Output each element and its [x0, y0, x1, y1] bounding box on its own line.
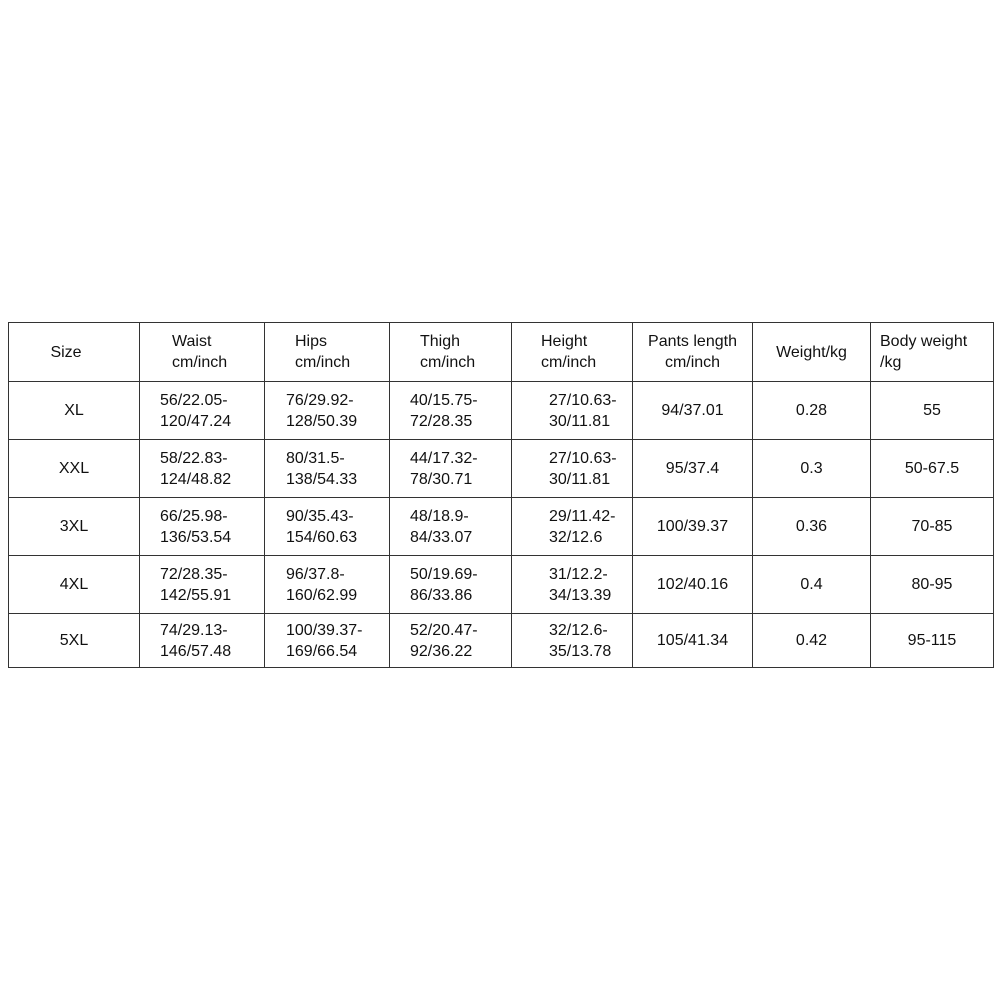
cell-text-line: 100/39.37-: [286, 621, 363, 639]
cell-text-line: 124/48.82: [160, 470, 232, 488]
cell-text-line: 84/33.07: [410, 528, 473, 546]
header-text-line: Weight/kg: [776, 343, 847, 361]
size-cell: [9, 440, 140, 498]
pants-length-cell: [633, 556, 753, 614]
size-cell: [9, 382, 140, 440]
cell-text-line: 72/28.35: [410, 412, 473, 430]
cell-text-line: 0.3: [800, 460, 823, 477]
cell-text-line: 102/40.16: [656, 576, 729, 593]
size-chart-table: [8, 322, 994, 668]
cell-text-line: 90/35.43-: [286, 507, 354, 525]
cell-text-line: 136/53.54: [160, 528, 232, 546]
table-row: [9, 614, 994, 668]
thigh-cell: [390, 440, 512, 498]
hips-cell: [265, 498, 390, 556]
hips-cell: [265, 556, 390, 614]
cell-text-line: 27/10.63-: [549, 449, 617, 467]
waist-cell: [140, 440, 265, 498]
cell-text-line: 50-67.5: [904, 460, 960, 477]
pants-length-cell: [633, 614, 753, 668]
cell-text-line: 95-115: [907, 632, 957, 649]
pants-length-cell: [633, 498, 753, 556]
body-weight-cell: [871, 382, 994, 440]
table-row: [9, 382, 994, 440]
cell-text-line: 29/11.42-: [549, 507, 616, 525]
thigh-cell: [390, 556, 512, 614]
cell-text-line: 120/47.24: [160, 412, 232, 430]
cell-text-line: 50/19.69-: [410, 565, 478, 583]
cell-text-line: 105/41.34: [656, 632, 729, 649]
cell-text-line: 95/37.4: [665, 460, 720, 477]
header-pants-length: [633, 323, 753, 382]
cell-text-line: 5XL: [59, 632, 89, 649]
header-thigh: [390, 323, 512, 382]
table-header: [9, 323, 994, 382]
size-cell: [9, 556, 140, 614]
cell-text-line: 35/13.78: [549, 642, 612, 660]
weight-cell: [753, 614, 871, 668]
height-cell: [512, 556, 633, 614]
cell-text-line: 160/62.99: [286, 586, 358, 604]
cell-text-line: 169/66.54: [286, 642, 358, 660]
cell-text-line: 27/10.63-: [549, 391, 617, 409]
body-weight-cell: [871, 498, 994, 556]
waist-cell: [140, 614, 265, 668]
header-text-line: cm/inch: [420, 354, 476, 371]
cell-text-line: 92/36.22: [410, 642, 473, 660]
weight-cell: [753, 440, 871, 498]
header-text-line: Thigh: [420, 333, 461, 350]
cell-text-line: 66/25.98-: [160, 507, 228, 525]
table-row: [9, 498, 994, 556]
cell-text-line: 55: [923, 402, 941, 419]
cell-text-line: 34/13.39: [549, 586, 612, 604]
cell-text-line: 32/12.6-: [549, 621, 608, 639]
cell-text-line: 32/12.6: [549, 528, 603, 546]
cell-text-line: 72/28.35-: [160, 565, 228, 583]
hips-cell: [265, 614, 390, 668]
cell-text-line: 3XL: [59, 518, 89, 535]
waist-cell: [140, 382, 265, 440]
table-body: [9, 382, 994, 668]
cell-text-line: 44/17.32-: [410, 449, 478, 467]
body-weight-cell: [871, 556, 994, 614]
thigh-cell: [390, 498, 512, 556]
cell-text-line: 31/12.2-: [549, 565, 608, 583]
waist-cell: [140, 556, 265, 614]
waist-cell: [140, 498, 265, 556]
cell-text-line: 80-95: [911, 576, 953, 593]
hips-cell: [265, 382, 390, 440]
cell-text-line: 94/37.01: [661, 402, 724, 419]
cell-text-line: 76/29.92-: [286, 391, 354, 409]
cell-text-line: 30/11.81: [549, 412, 611, 430]
size-cell: [9, 614, 140, 668]
header-text-line: cm/inch: [664, 354, 721, 371]
cell-text-line: 128/50.39: [286, 412, 358, 430]
cell-text-line: 0.4: [800, 576, 823, 593]
header-weight: [753, 323, 871, 382]
table-row: [9, 556, 994, 614]
cell-text-line: 56/22.05-: [160, 391, 228, 409]
size-cell: [9, 498, 140, 556]
cell-text-line: 0.28: [795, 402, 828, 419]
cell-text-line: 58/22.83-: [160, 449, 228, 467]
header-text-line: cm/inch: [541, 354, 597, 371]
weight-cell: [753, 556, 871, 614]
cell-text-line: 48/18.9-: [410, 507, 469, 525]
body-weight-cell: [871, 440, 994, 498]
cell-text-line: 0.42: [795, 632, 828, 649]
cell-text-line: 96/37.8-: [286, 565, 345, 583]
cell-text-line: 80/31.5-: [286, 449, 345, 467]
header-text-line: cm/inch: [295, 354, 351, 371]
cell-text-line: 52/20.47-: [410, 621, 478, 639]
header-height: [512, 323, 633, 382]
pants-length-cell: [633, 440, 753, 498]
weight-cell: [753, 382, 871, 440]
header-text-line: Pants length: [648, 333, 737, 350]
cell-text-line: XXL: [58, 460, 90, 477]
header-size: [9, 323, 140, 382]
thigh-cell: [390, 614, 512, 668]
cell-text-line: 138/54.33: [286, 470, 358, 488]
header-body-weight: [871, 323, 994, 382]
body-weight-cell: [871, 614, 994, 668]
cell-text-line: 86/33.86: [410, 586, 473, 604]
header-text-line: cm/inch: [172, 354, 228, 371]
cell-text-line: 154/60.63: [286, 528, 358, 546]
cell-text-line: 142/55.91: [160, 586, 232, 604]
header-hips: [265, 323, 390, 382]
cell-text-line: 74/29.13-: [160, 621, 228, 639]
header-text-line: /kg: [880, 354, 902, 371]
table-row: [9, 440, 994, 498]
cell-text-line: XL: [64, 402, 84, 419]
weight-cell: [753, 498, 871, 556]
header-waist: [140, 323, 265, 382]
cell-text-line: 4XL: [59, 576, 89, 593]
hips-cell: [265, 440, 390, 498]
header-text-line: Body weight: [880, 333, 968, 350]
cell-text-line: 100/39.37: [656, 518, 729, 535]
cell-text-line: 70-85: [911, 518, 953, 535]
height-cell: [512, 382, 633, 440]
cell-text-line: 0.36: [795, 518, 828, 535]
cell-text-line: 78/30.71: [410, 470, 473, 488]
header-row: [9, 323, 994, 382]
cell-text-line: 30/11.81: [549, 470, 611, 488]
header-text-line: Height: [541, 333, 588, 350]
cell-text-line: 146/57.48: [160, 642, 232, 660]
header-text-line: Hips: [295, 333, 328, 350]
height-cell: [512, 440, 633, 498]
height-cell: [512, 614, 633, 668]
header-text-line: Waist: [172, 333, 212, 350]
thigh-cell: [390, 382, 512, 440]
pants-length-cell: [633, 382, 753, 440]
cell-text-line: 40/15.75-: [410, 391, 478, 409]
height-cell: [512, 498, 633, 556]
header-text-line: Size: [50, 343, 82, 361]
